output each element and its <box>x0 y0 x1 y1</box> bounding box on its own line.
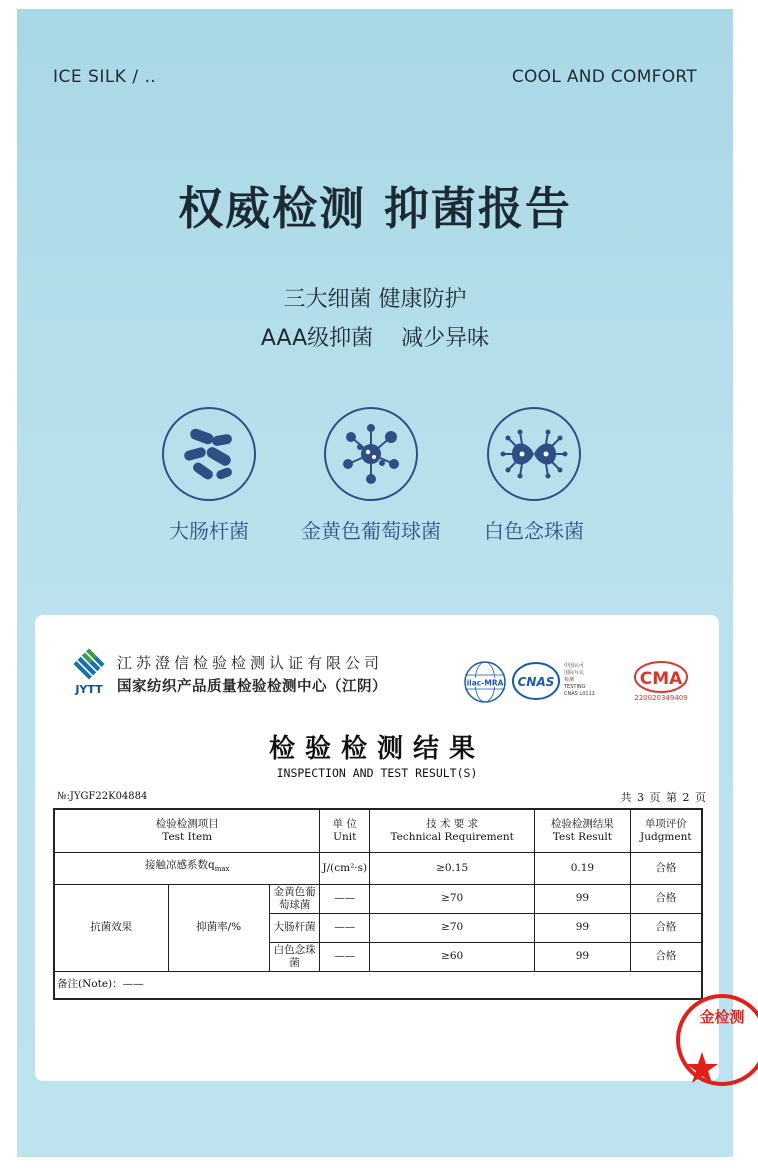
bacteria-label: 白色念珠菌 <box>484 519 584 543</box>
cell-organism: 金黄色葡萄球菌 <box>269 884 320 913</box>
cell-item: 接触凉感系数$q_{max}$ <box>54 852 320 884</box>
cma-text: CMA <box>639 669 683 689</box>
cell-group: 抗菌效果 <box>54 884 168 971</box>
report-subtitle: INSPECTION AND TEST RESULT(S) <box>276 766 478 780</box>
red-seal-stamp <box>678 992 745 1088</box>
cell-organism: 大肠杆菌 <box>269 913 320 942</box>
cell-unit: J/(cm²·s) <box>320 852 370 884</box>
slogan: COOL AND COMFORT <box>511 67 697 87</box>
cell-requirement: ≥0.15 <box>370 852 535 884</box>
svg-text:中国认可: 中国认可 <box>564 663 585 669</box>
cell-note: 备注(Note)：—— <box>54 971 702 999</box>
svg-text:检测: 检测 <box>564 677 575 683</box>
report-number: №:JYGF22K04884 <box>57 791 148 802</box>
svg-text:金检测: 金检测 <box>699 1008 745 1026</box>
table-note-row <box>54 971 702 999</box>
svg-text:CNAS L0111: CNAS L0111 <box>564 691 595 697</box>
company-name: 江苏澄信检验检测认证有限公司 <box>117 654 384 672</box>
results-table <box>53 808 703 1000</box>
cell-requirement: ≥70 <box>370 913 535 942</box>
header-item: 检验检测项目 Test Item <box>54 809 320 852</box>
table-header-row <box>54 809 702 852</box>
page-indicator: 共 3 页 第 2 页 <box>620 791 707 804</box>
jytt-logo <box>69 649 109 699</box>
subtitle-line-2: AAA级抑菌 减少异味 <box>260 326 490 351</box>
cell-judgment: 合格 <box>630 942 702 971</box>
cell-judgment: 合格 <box>630 913 702 942</box>
bacteria-item-ecoli <box>134 407 284 544</box>
cell-result: 0.19 <box>535 852 630 884</box>
jytt-logo-text: JYTT <box>75 683 103 696</box>
cocci-cluster-icon <box>324 407 418 501</box>
test-report-card <box>35 615 745 1081</box>
brand-tagline: ICE SILK / ‥ <box>53 67 157 87</box>
table-row <box>54 884 702 913</box>
cell-unit: —— <box>320 884 370 913</box>
bacteria-label: 大肠杆菌 <box>169 519 249 543</box>
cma-badge <box>633 659 693 707</box>
header-judgment: 单项评价 Judgment <box>630 809 702 852</box>
header-unit: 单 位 Unit <box>320 809 370 852</box>
cell-result: 99 <box>535 884 630 913</box>
background-panel <box>17 9 745 1157</box>
cell-judgment: 合格 <box>630 884 702 913</box>
cell-metric: 抑菌率/% <box>168 884 269 971</box>
table-row <box>54 852 702 884</box>
cell-requirement: ≥60 <box>370 942 535 971</box>
page-title: 权威检测 抑菌报告 <box>178 182 572 235</box>
svg-text:国际互认: 国际互认 <box>564 670 585 676</box>
subtitle-line-1: 三大细菌 健康防护 <box>283 287 467 312</box>
header-requirement: 技 术 要 求 Technical Requirement <box>370 809 535 852</box>
rod-bacteria-icon <box>162 407 256 501</box>
ilac-badge <box>463 660 507 708</box>
cell-result: 99 <box>535 942 630 971</box>
header-result: 检验检测结果 Test Result <box>535 809 630 852</box>
bacteria-item-staph <box>296 407 446 544</box>
svg-text:TESTING: TESTING <box>564 684 586 690</box>
fungus-icon <box>487 407 581 501</box>
cell-requirement: ≥70 <box>370 884 535 913</box>
cell-unit: —— <box>320 913 370 942</box>
cnas-badge <box>512 661 608 707</box>
cell-organism: 白色念珠菌 <box>269 942 320 971</box>
cma-number: 220020349409 <box>634 694 688 702</box>
ilac-text: ilac-MRA <box>466 678 504 688</box>
bacteria-item-candida <box>459 407 609 544</box>
cell-unit: —— <box>320 942 370 971</box>
report-title: 检验检测结果 <box>268 734 485 764</box>
institution-name: 国家纺织产品质量检验检测中心（江阴） <box>117 678 387 695</box>
bacteria-label: 金黄色葡萄球菌 <box>301 519 441 543</box>
cell-judgment: 合格 <box>630 852 702 884</box>
cell-result: 99 <box>535 913 630 942</box>
cnas-text: CNAS <box>517 675 555 689</box>
